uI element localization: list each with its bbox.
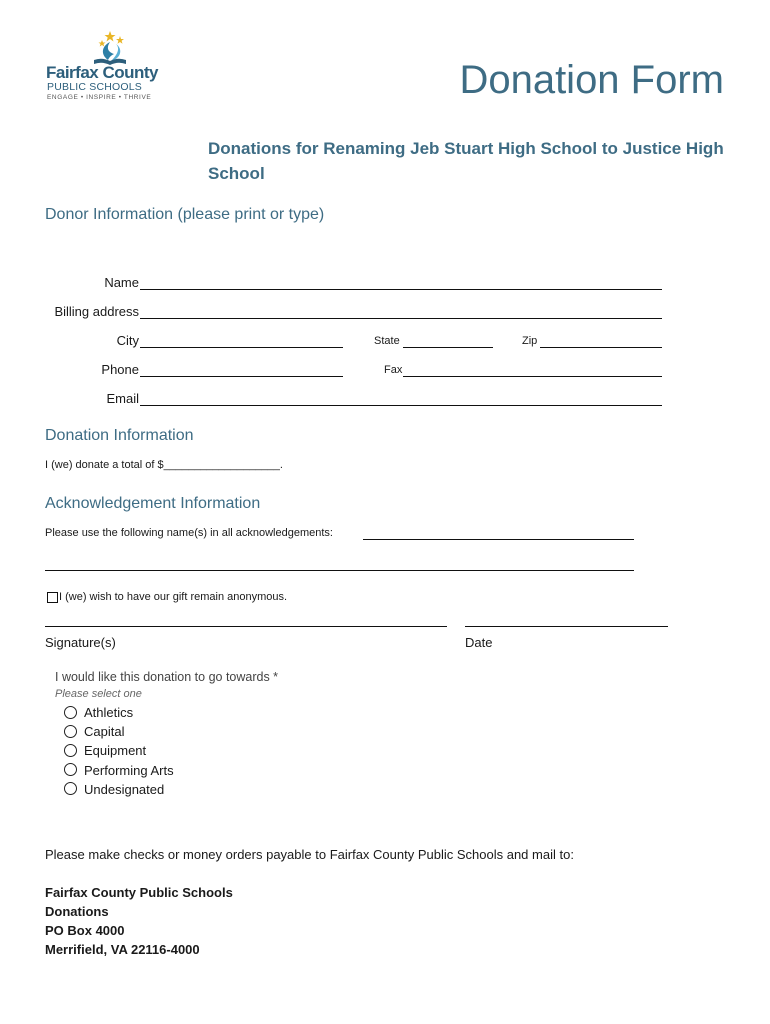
- city-field[interactable]: [140, 347, 343, 348]
- donor-info-heading: Donor Information (please print or type): [45, 206, 325, 223]
- email-label: Email: [106, 391, 139, 406]
- zip-label: Zip: [522, 335, 538, 347]
- date-field[interactable]: [465, 626, 668, 627]
- radio-performing-arts[interactable]: [64, 763, 77, 776]
- ack-info-heading: Acknowledgement Information: [45, 495, 261, 512]
- radio-athletics[interactable]: [64, 706, 77, 719]
- radio-equipment[interactable]: [64, 744, 77, 757]
- signature-field[interactable]: [45, 626, 447, 627]
- signature-label: Signature(s): [45, 635, 116, 650]
- page-subtitle: Donations for Renaming Jeb Stuart High School to Justice High School: [208, 139, 724, 183]
- anonymous-label: I (we) wish to have our gift remain anonymous.: [59, 591, 288, 603]
- phone-field[interactable]: [140, 376, 343, 377]
- ack-names-field-2[interactable]: [45, 570, 634, 571]
- option-capital-label: Capital: [84, 724, 125, 739]
- zip-field[interactable]: [540, 347, 662, 348]
- page-title: Donation Form: [459, 58, 724, 102]
- name-label: Name: [104, 275, 139, 290]
- radio-undesignated[interactable]: [64, 782, 77, 795]
- mail-instruction: Please make checks or money orders payable to Fairfax County Public Schools and mail to:: [45, 847, 574, 862]
- fax-label: Fax: [384, 364, 403, 376]
- option-undesignated-label: Undesignated: [84, 782, 165, 797]
- option-athletics-label: Athletics: [84, 705, 134, 720]
- option-equipment-label: Equipment: [84, 743, 147, 758]
- ack-names-label: Please use the following name(s) in all acknowledgements:: [45, 527, 333, 539]
- ack-names-field[interactable]: [363, 539, 634, 540]
- city-label: City: [116, 333, 139, 348]
- mail-address-line-1: Fairfax County Public Schools: [45, 885, 233, 900]
- date-label: Date: [465, 635, 493, 650]
- email-field[interactable]: [140, 405, 662, 406]
- state-field[interactable]: [403, 347, 493, 348]
- donation-info-heading: Donation Information: [45, 427, 194, 444]
- mail-address-line-3: PO Box 4000: [45, 923, 125, 938]
- mail-address-line-4: Merrifield, VA 22116-4000: [45, 942, 200, 957]
- name-field[interactable]: [140, 289, 662, 290]
- logo-tagline: ENGAGE • INSPIRE • THRIVE: [47, 94, 152, 101]
- option-performing-arts-label: Performing Arts: [84, 763, 174, 778]
- towards-question: I would like this donation to go towards *: [55, 670, 279, 684]
- billing-address-field[interactable]: [140, 318, 662, 319]
- fax-field[interactable]: [403, 376, 662, 377]
- phone-label: Phone: [101, 362, 139, 377]
- towards-hint: Please select one: [55, 688, 142, 700]
- mail-address-line-2: Donations: [45, 904, 109, 919]
- state-label: State: [374, 335, 400, 347]
- logo-text-public-schools: PUBLIC SCHOOLS: [47, 81, 142, 93]
- billing-address-label: Billing address: [54, 304, 139, 319]
- anonymous-checkbox[interactable]: [47, 592, 58, 603]
- logo-text-name: Fairfax County: [46, 63, 159, 82]
- radio-capital[interactable]: [64, 725, 77, 738]
- donation-amount-text[interactable]: I (we) donate a total of $___________________.: [45, 459, 283, 471]
